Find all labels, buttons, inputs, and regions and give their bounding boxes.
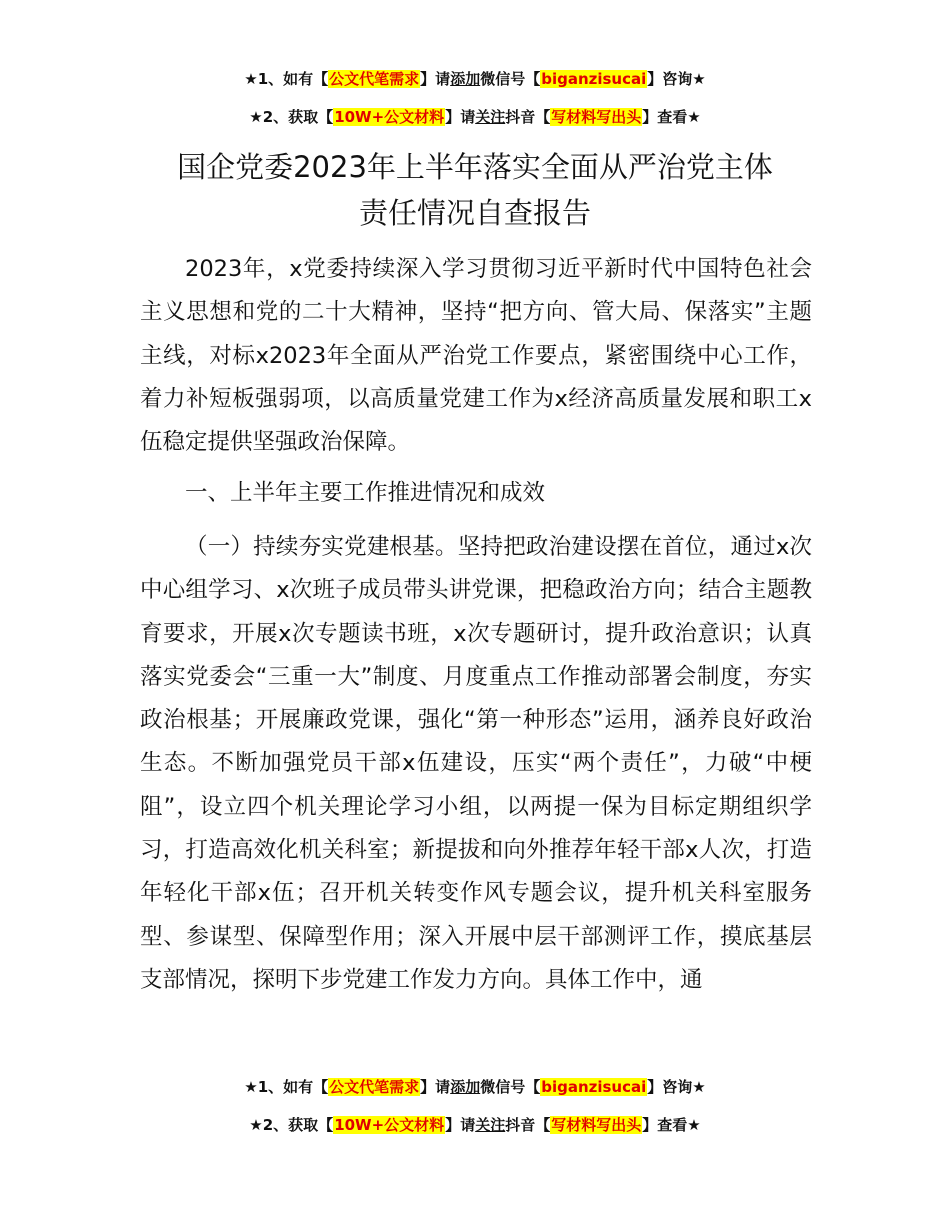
document-title <box>140 144 810 236</box>
top-banner-line-2 <box>0 106 950 128</box>
banner-text: ★2、获取【 <box>249 108 334 126</box>
banner-text: 】请 <box>445 108 476 126</box>
banner-highlight: 公文代笔需求 <box>329 1078 420 1096</box>
body-paragraph: （一）持续夯实党建根基。坚持把政治建设摆在首位，通过x次中心组学习、x次班子成员带头讲党课，把稳政治方向；结合主题教育要求，开展x次专题读书班，x次专题研讨，提升政治意识；认真落实党委会“三重一大”制度、月度重点工作推动部署会制度，夯实政治根基；开展廉政党课，强化“第一种形态”运用，涵养良好政治生态。不断加强党员干部x伍建设，压实“两个责任”，力破“中梗阻”，设立四个机关理论学习小组，以两提一保为目标定期组织学习，打造高效化机关科室；新提拔和向外推荐年轻干部x人次，打造年轻化干部x伍；召开机关转变作风专题会议，提升机关科室服务型、参谋型、保障型作用；深入开展中层干部测评工作，摸底基层支部情况，探明下步党建工作发力方向。具体工作中，通 <box>140 534 812 993</box>
banner-text: 】请 <box>445 1116 476 1134</box>
banner-text: ★2、获取【 <box>249 1116 334 1134</box>
banner-highlight: 10W+公文材料 <box>334 1116 445 1134</box>
banner-text: 抖音【 <box>505 1116 551 1134</box>
banner-text: 】咨询★ <box>647 70 706 88</box>
banner-text: 抖音【 <box>505 108 551 126</box>
banner-text: 】请 <box>420 1078 451 1096</box>
banner-douyin-id: 写材料写出头 <box>551 108 642 126</box>
banner-text: 微信号【 <box>480 1078 541 1096</box>
banner-highlight: 10W+公文材料 <box>334 108 445 126</box>
banner-text: ★1、如有【 <box>244 1078 329 1096</box>
banner-text: ★1、如有【 <box>244 70 329 88</box>
document-title-line-1: 国企党委2023年上半年落实全面从严治党主体 <box>177 150 773 184</box>
section-heading: 一、上半年主要工作推进情况和成效 <box>185 480 546 506</box>
banner-wechat-id: biganzisucai <box>541 70 647 88</box>
banner-text: 】请 <box>420 70 451 88</box>
banner-text: 】查看★ <box>642 1116 701 1134</box>
top-banner-line-1 <box>0 68 950 90</box>
banner-douyin-id: 写材料写出头 <box>551 1116 642 1134</box>
banner-underlined-text: 关注 <box>475 1116 506 1134</box>
document-title-line-2: 责任情况自查报告 <box>358 196 591 230</box>
intro-paragraph: 2023年，x党委持续深入学习贯彻习近平新时代中国特色社会主义思想和党的二十大精神，坚持“把方向、管大局、保落实”主题主线，对标x2023年全面从严治党工作要点，紧密围绕中心工作，着力补短板强弱项，以高质量党建工作为x经济高质量发展和职工x伍稳定提供坚强政治保障。 <box>140 256 812 456</box>
banner-underlined-text: 关注 <box>475 108 506 126</box>
bottom-banner-line-1 <box>0 1076 950 1098</box>
banner-wechat-id: biganzisucai <box>541 1078 647 1096</box>
banner-underlined-text: 添加 <box>450 70 481 88</box>
banner-underlined-text: 添加 <box>450 1078 481 1096</box>
banner-text: 微信号【 <box>480 70 541 88</box>
banner-text: 】咨询★ <box>647 1078 706 1096</box>
banner-text: 】查看★ <box>642 108 701 126</box>
bottom-banner-line-2 <box>0 1114 950 1136</box>
banner-highlight: 公文代笔需求 <box>329 70 420 88</box>
